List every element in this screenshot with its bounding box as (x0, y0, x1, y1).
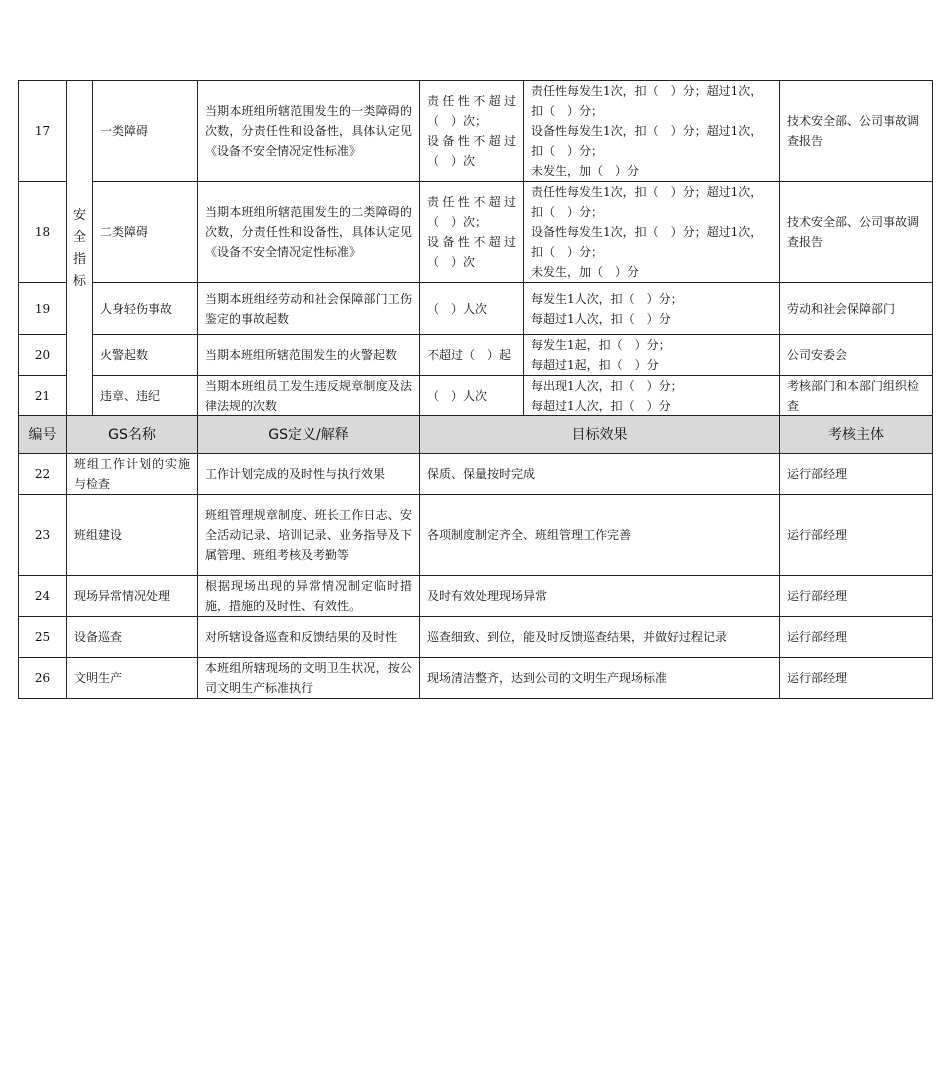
data-source: 公司安委会 (780, 335, 933, 376)
gs-assessor: 运行部经理 (780, 658, 933, 699)
table-row (19, 658, 933, 699)
gs-name: 班组工作计划的实施与检查 (67, 454, 198, 495)
indicator-target: 责任性不超过（ ）次； 设备性不超过（ ）次 (420, 81, 524, 182)
indicator-scoring: 责任性每发生1次，扣（ ）分；超过1次，扣（ ）分； 设备性每发生1次，扣（ ）分；超过1次，扣（ ）分； 未发生，加（ ）分 (524, 182, 780, 283)
indicator-definition: 当期本班组经劳动和社会保障部门工伤鉴定的事故起数 (198, 283, 420, 335)
indicator-definition: 当期本班组所辖范围发生的火警起数 (198, 335, 420, 376)
gs-assessor: 运行部经理 (780, 617, 933, 658)
table-row (19, 182, 933, 283)
row-number: 19 (19, 283, 67, 335)
indicator-target: 不超过（ ）起 (420, 335, 524, 376)
table-row (19, 376, 933, 417)
gs-name: 文明生产 (67, 658, 198, 699)
indicator-name: 违章、违纪 (93, 376, 198, 417)
gs-definition: 对所辖设备巡查和反馈结果的及时性 (198, 617, 420, 658)
gs-name: 设备巡查 (67, 617, 198, 658)
data-source: 劳动和社会保障部门 (780, 283, 933, 335)
table-row (19, 335, 933, 376)
row-number: 22 (19, 454, 67, 495)
gs-assessor: 运行部经理 (780, 495, 933, 576)
table-header-row (19, 416, 933, 454)
gs-effect: 现场清洁整齐，达到公司的文明生产现场标准 (420, 658, 780, 699)
table-row (19, 576, 933, 617)
gs-definition: 班组管理规章制度、班长工作日志、安全活动记录、培训记录、业务指导及下属管理、班组考核及考勤等 (198, 495, 420, 576)
table-row (19, 454, 933, 495)
gs-definition: 本班组所辖现场的文明卫生状况，按公司文明生产标准执行 (198, 658, 420, 699)
row-number: 24 (19, 576, 67, 617)
table-row (19, 81, 933, 182)
indicator-scoring: 每出现1人次，扣（ ）分； 每超过1人次，扣（ ）分 (524, 376, 780, 417)
category-label: 安全指标 (67, 81, 93, 417)
row-number: 25 (19, 617, 67, 658)
indicator-definition: 当期本班组所辖范围发生的二类障碍的次数，分责任性和设备性，具体认定见《设备不安全情况定性标准》 (198, 182, 420, 283)
indicator-definition: 当期本班组员工发生违反规章制度及法律法规的次数 (198, 376, 420, 417)
row-number: 20 (19, 335, 67, 376)
data-source: 技术安全部、公司事故调查报告 (780, 81, 933, 182)
indicator-name: 人身轻伤事故 (93, 283, 198, 335)
indicator-name: 火警起数 (93, 335, 198, 376)
indicator-target: （ ）人次 (420, 376, 524, 417)
indicator-definition: 当期本班组所辖范围发生的一类障碍的次数，分责任性和设备性，具体认定见《设备不安全情况定性标准》 (198, 81, 420, 182)
header-name: GS名称 (67, 416, 198, 454)
gs-name: 现场异常情况处理 (67, 576, 198, 617)
header-definition: GS定义/解释 (198, 416, 420, 454)
table-row (19, 495, 933, 576)
row-number: 21 (19, 376, 67, 417)
gs-name: 班组建设 (67, 495, 198, 576)
row-number: 17 (19, 81, 67, 182)
indicator-scoring: 每发生1人次，扣（ ）分； 每超过1人次，扣（ ）分 (524, 283, 780, 335)
gs-definition: 工作计划完成的及时性与执行效果 (198, 454, 420, 495)
gs-effect: 巡查细致、到位，能及时反馈巡查结果，并做好过程记录 (420, 617, 780, 658)
indicator-scoring: 每发生1起，扣（ ）分； 每超过1起，扣（ ）分 (524, 335, 780, 376)
header-assessor: 考核主体 (780, 416, 933, 454)
gs-effect: 各项制度制定齐全、班组管理工作完善 (420, 495, 780, 576)
indicator-name: 二类障碍 (93, 182, 198, 283)
gs-assessor: 运行部经理 (780, 576, 933, 617)
gs-definition: 根据现场出现的异常情况制定临时措施，措施的及时性、有效性。 (198, 576, 420, 617)
row-number: 23 (19, 495, 67, 576)
row-number: 18 (19, 182, 67, 283)
table-row (19, 617, 933, 658)
header-effect: 目标效果 (420, 416, 780, 454)
indicator-scoring: 责任性每发生1次，扣（ ）分；超过1次，扣（ ）分； 设备性每发生1次，扣（ ）分；超过1次，扣（ ）分； 未发生，加（ ）分 (524, 81, 780, 182)
data-source: 技术安全部、公司事故调查报告 (780, 182, 933, 283)
row-number: 26 (19, 658, 67, 699)
table-row (19, 283, 933, 335)
safety-indicator-table (18, 80, 933, 417)
gs-assessor: 运行部经理 (780, 454, 933, 495)
header-no: 编号 (19, 416, 67, 454)
indicator-target: 责任性不超过（ ）次； 设备性不超过（ ）次 (420, 182, 524, 283)
indicator-target: （ ）人次 (420, 283, 524, 335)
gs-effect: 保质、保量按时完成 (420, 454, 780, 495)
gs-effect: 及时有效处理现场异常 (420, 576, 780, 617)
gs-table (18, 415, 933, 699)
data-source: 考核部门和本部门组织检查 (780, 376, 933, 417)
indicator-name: 一类障碍 (93, 81, 198, 182)
